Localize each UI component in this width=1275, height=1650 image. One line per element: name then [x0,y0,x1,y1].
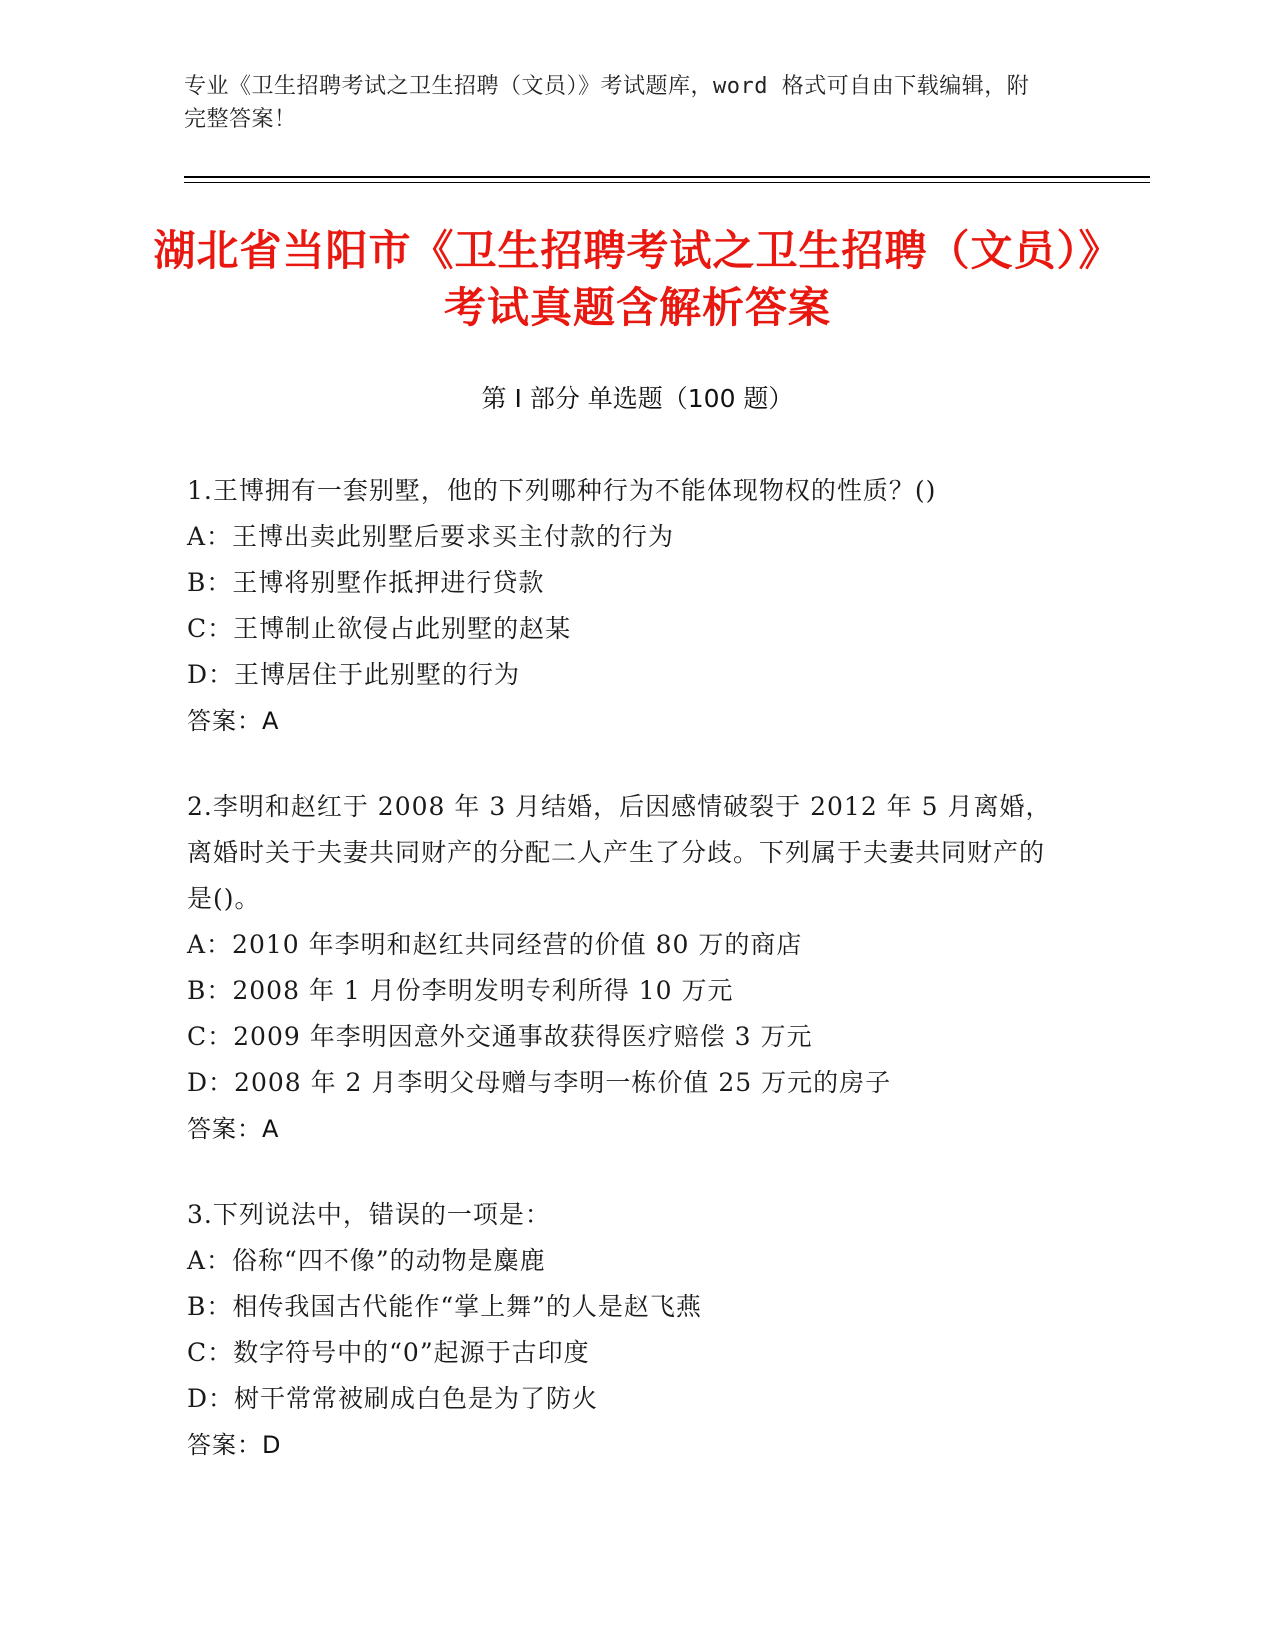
option-b: B：相传我国古代能作“掌上舞”的人是赵飞燕 [187,1292,702,1321]
option-a: A：俗称“四不像”的动物是麋鹿 [187,1246,546,1275]
answer-line: 答案：D [187,1431,282,1459]
question-stem: 1.王博拥有一套别墅，他的下列哪种行为不能体现物权的性质？() [187,476,937,505]
option-a: A：王博出卖此别墅后要求买主付款的行为 [187,522,675,551]
option-d: D：王博居住于此别墅的行为 [187,660,521,689]
header-divider-thick [184,176,1150,178]
option-a: A：2010 年李明和赵红共同经营的价值 80 万的商店 [187,930,803,959]
question-stem: 3.下列说法中，错误的一项是： [187,1200,551,1229]
option-c: C：2009 年李明因意外交通事故获得医疗赔偿 3 万元 [187,1022,813,1051]
answer-line: 答案：A [187,1115,280,1143]
question-item [187,468,1067,744]
option-b: B：2008 年 1 月份李明发明专利所得 10 万元 [187,976,734,1005]
option-d: D：2008 年 2 月李明父母赠与李明一栋价值 25 万元的房子 [187,1068,892,1097]
question-item [187,1192,1067,1468]
question-stem: 2.李明和赵红于 2008 年 3 月结婚，后因感情破裂于 2012 年 5 月离婚，离婚时关于夫妻共同财产的分配二人产生了分歧。下列属于夫妻共同财产的是()。 [187,792,1052,913]
option-c: C：数字符号中的“0”起源于古印度 [187,1338,590,1367]
option-d: D：树干常常被刷成白色是为了防火 [187,1384,599,1413]
option-c: C：王博制止欲侵占此别墅的赵某 [187,614,572,643]
section-heading: 第 I 部分 单选题（100 题） [481,384,794,413]
question-item [187,784,1067,1152]
answer-line: 答案：A [187,707,280,735]
option-b: B：王博将别墅作抵押进行贷款 [187,568,545,597]
header-divider-thin [184,182,1150,183]
document-header-note: 专业《卫生招聘考试之卫生招聘（文员）》考试题库，word 格式可自由下载编辑，附完整答案！ [184,74,1030,132]
document-title: 湖北省当阳市《卫生招聘考试之卫生招聘（文员）》考试真题含解析答案 [153,226,1122,332]
